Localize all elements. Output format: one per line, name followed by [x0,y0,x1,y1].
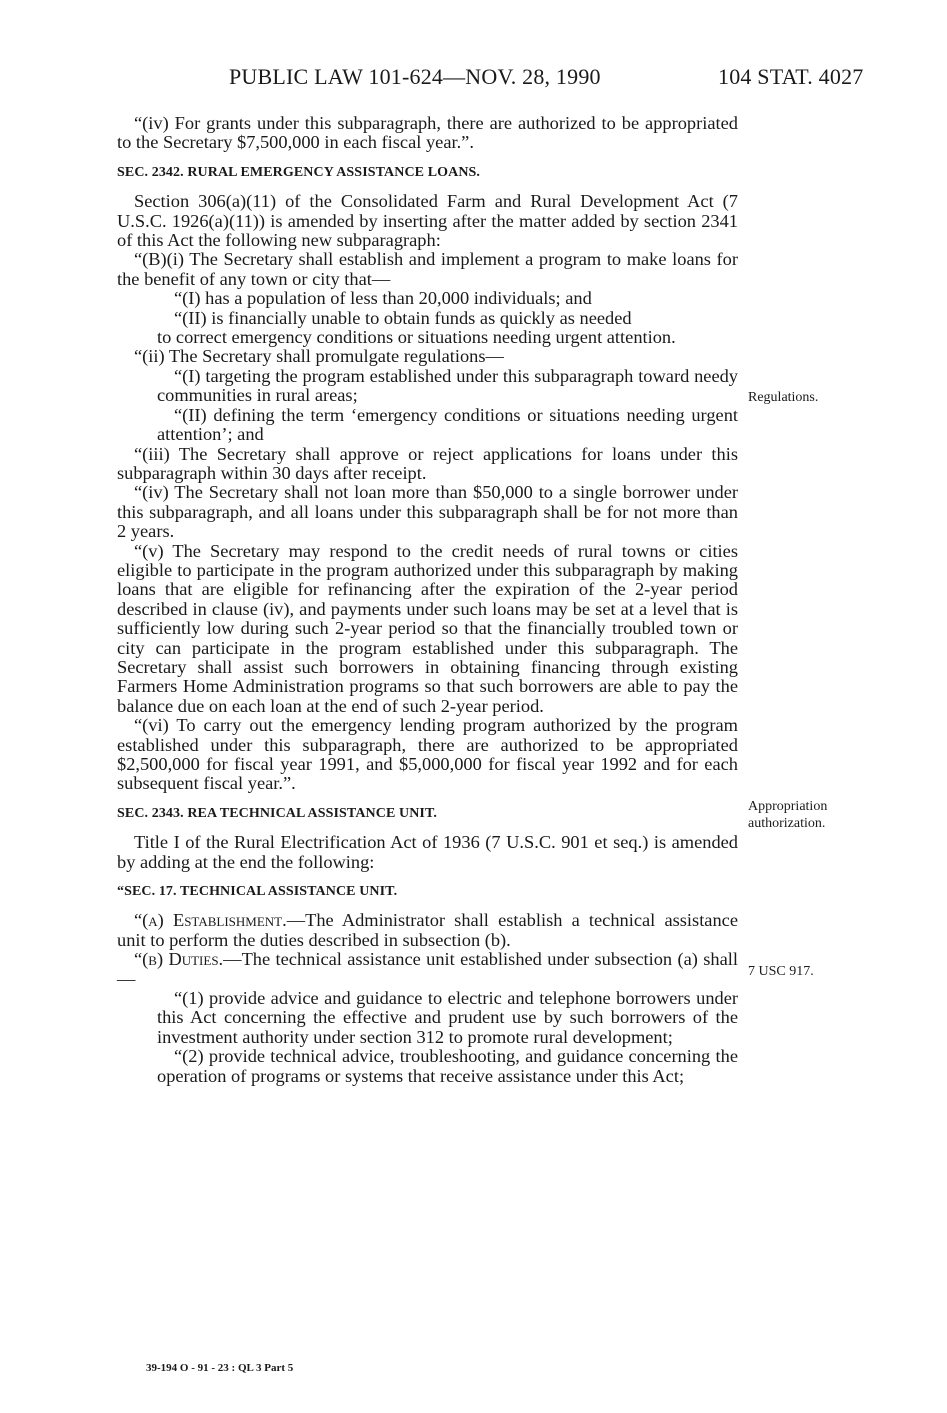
paragraph-iv-grants: “(iv) For grants under this subparagraph, there are authorized to be appropriated to the Secretary $7,500,000 in each fiscal year.”. [117,113,738,153]
paragraph-B-i: “(B)(i) The Secretary shall establish and implement a program to make loans for the benefit of any town or city that— [117,249,738,289]
section-2343-heading: SEC. 2343. REA TECHNICAL ASSISTANCE UNIT. [117,805,437,821]
paragraph-a-establishment [117,911,738,950]
paragraph-iii: “(iii) The Secretary shall approve or reject applications for loans under this subparagraph within 30 days after receipt. [117,443,738,483]
margin-note-usc: 7 USC 917. [748,964,814,979]
margin-note-appropriation-line1: Appropriation [748,799,828,814]
paragraph-ii-II: “(II) defining the term ‘emergency conditions or situations needing urgent attention’; and [157,404,738,445]
subsection-a-label: “(a) Establishment. [134,910,287,931]
header-stat-page: 104 STAT. 4027 [718,64,864,89]
subsection-b-label: “(b) Duties. [134,949,224,970]
page-header [0,64,947,94]
margin-note-appropriation [748,798,827,832]
header-law-title: PUBLIC LAW 101-624—NOV. 28, 1990 [229,64,601,89]
section-2342-intro: Section 306(a)(11) of the Consolidated Farm and Rural Development Act (7 U.S.C. 1926(a)(11)) is amended by inserting after the matter added by section 2341 of this Act the following new subparagraph: [117,191,738,251]
margin-note-regulations: Regulations. [748,390,819,405]
section-2342-heading: SEC. 2342. RURAL EMERGENCY ASSISTANCE LOANS. [117,164,481,180]
subsection-a-text: —The Administrator shall establish a technical assistance unit to perform the duties described in subsection (b). [117,910,738,950]
main-text-column [117,114,738,1086]
paragraph-b-1: “(1) provide advice and guidance to electric and telephone borrowers under this Act concerning the effective and prudent use by such borrowers of the investment authority under section 312 to promote rural development; [157,988,738,1047]
section-2343-intro: Title I of the Rural Electrification Act of 1936 (7 U.S.C. 901 et seq.) is amended by adding at the end the following: [117,832,738,872]
paragraph-B-i-II-continued: to correct emergency conditions or situations needing urgent attention. [157,327,676,348]
paragraph-iv-loan: “(iv) The Secretary shall not loan more than $50,000 to a single borrower under this subparagraph, and all loans under this subparagraph shall be for not more than 2 years. [117,482,738,542]
paragraph-ii-I: “(I) targeting the program established under this subparagraph toward needy communities in rural areas; [157,365,738,406]
footer-printing-code: 39-194 O - 91 - 23 : QL 3 Part 5 [146,1362,294,1374]
paragraph-vi: “(vi) To carry out the emergency lending program authorized by the program established under this subparagraph, there are authorized to be appropriated $2,500,000 for fiscal year 1991, and $5,000,000 for fiscal year 1992 and for each subsequent fiscal year.”. [117,715,738,794]
section-17-heading: “SEC. 17. TECHNICAL ASSISTANCE UNIT. [117,884,398,900]
paragraph-B-i-II: “(II) is financially unable to obtain funds as quickly as needed [174,307,632,328]
paragraph-ii: “(ii) The Secretary shall promulgate regulations— [134,346,504,367]
paragraph-b-2: “(2) provide technical advice, troubleshooting, and guidance concerning the operation of programs or systems that receive assistance under this Act; [157,1046,738,1086]
margin-note-appropriation-line2: authorization. [748,816,826,831]
subsection-b-text: —The technical assistance unit established under subsection (a) shall— [117,949,739,989]
paragraph-v: “(v) The Secretary may respond to the credit needs of rural towns or cities eligible to participate in the program authorized under this subparagraph by making loans that are eligible for refinancing after the expiration of the 2-year period described in clause (iv), and payments under such loans may be set at a level that is sufficiently low during such 2-year period so that the financially troubled town or city can participate in the program established under this subparagraph. The Secretary shall assist such borrowers in obtaining financing through existing Farmers Home Administration programs so that such borrowers are able to pay the balance due on each loan at the end of such 2-year period. [117,540,738,716]
paragraph-B-i-I: “(I) has a population of less than 20,000 individuals; and [174,288,592,309]
paragraph-b-duties [117,950,738,989]
